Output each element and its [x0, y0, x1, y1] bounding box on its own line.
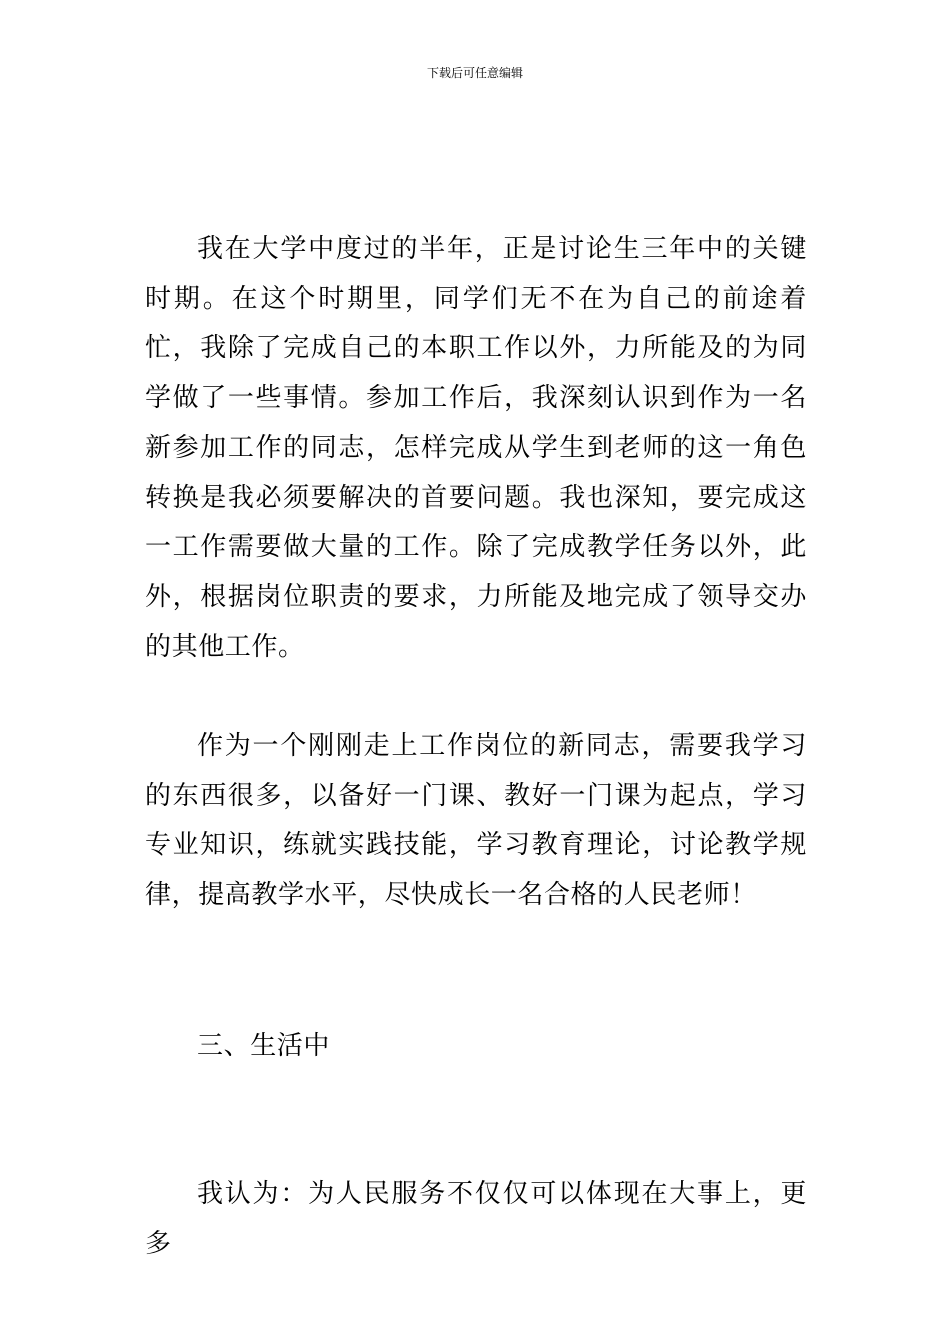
- body-paragraph-3: 我认为：为人民服务不仅仅可以体现在大事上，更多: [145, 1179, 807, 1259]
- body-paragraph-1: 我在大学中度过的半年，正是讨论生三年中的关键时期。在这个时期里，同学们无不在为自己的前途着忙，我除了完成自己的本职工作以外，力所能及的为同学做了一些事情。参加工作后，我深刻认识到作为一名新参加工作的同志，怎样完成从学生到老师的这一角色转换是我必须要解决的首要问题。我也深知，要完成这一工作需要做大量的工作。除了完成教学任务以外，此外，根据岗位职责的要求，力所能及地完成了领导交办的其他工作。: [145, 234, 807, 662]
- body-paragraph-2: 作为一个刚刚走上工作岗位的新同志，需要我学习的东西很多，以备好一门课、教好一门课为起点，学习专业知识，练就实践技能，学习教育理论，讨论教学规律，提高教学水平，尽快成长一名合格的人民老师！: [145, 731, 807, 911]
- page-header: 下载后可任意编辑: [426, 66, 523, 80]
- section-heading-life: 三、生活中: [197, 1031, 331, 1061]
